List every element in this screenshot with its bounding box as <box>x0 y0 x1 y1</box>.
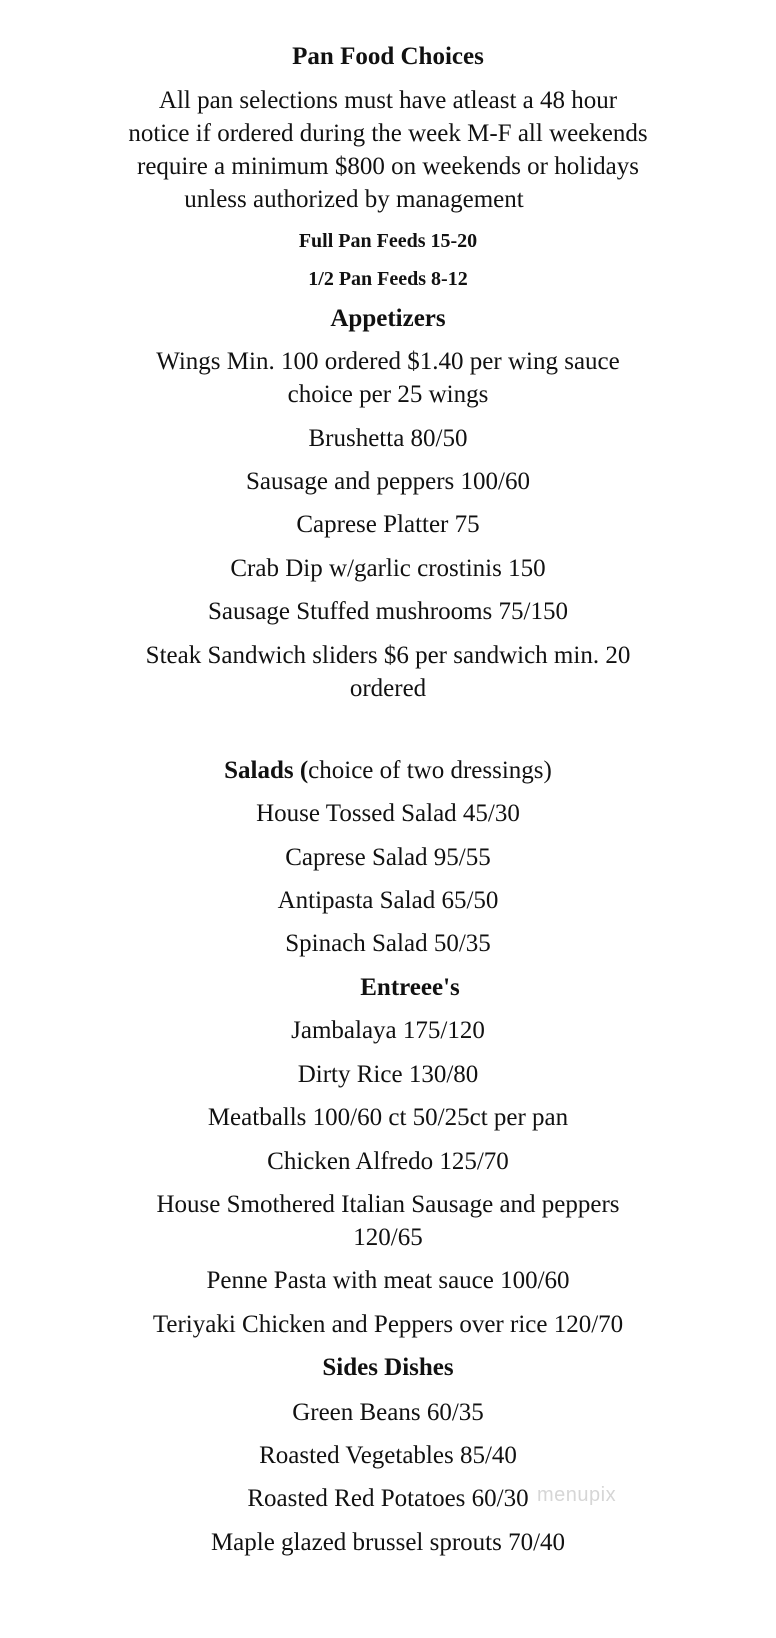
menu-item: Jambalaya 175/120 <box>291 1017 485 1044</box>
menu-item: Crab Dip w/garlic crostinis 150 <box>230 555 546 582</box>
menu-item: Maple glazed brussel sprouts 70/40 <box>210 1529 566 1556</box>
menu-item: Teriyaki Chicken and Peppers over rice 120/70 <box>152 1311 624 1338</box>
menu-item: choice per 25 wings <box>287 381 489 408</box>
salads-heading-label: Salads ( <box>224 757 309 784</box>
menu-item: Sausage Stuffed mushrooms 75/150 <box>208 598 568 625</box>
menu-item: Chicken Alfredo 125/70 <box>267 1148 509 1175</box>
sides-heading: Sides Dishes <box>322 1354 454 1381</box>
menu-item: Roasted Vegetables 85/40 <box>259 1442 517 1469</box>
menu-item: 120/65 <box>353 1224 423 1251</box>
menu-item: Spinach Salad 50/35 <box>285 930 491 957</box>
menu-item: Steak Sandwich sliders $6 per sandwich min. 20 <box>145 642 631 669</box>
appetizers-heading: Appetizers <box>330 305 446 332</box>
full-pan-info: Full Pan Feeds 15-20 <box>298 230 478 252</box>
menu-item: Antipasta Salad 65/50 <box>277 887 499 914</box>
menu-item: House Smothered Italian Sausage and peppers <box>156 1191 620 1218</box>
menu-item: Meatballs 100/60 ct 50/25ct per pan <box>207 1104 569 1131</box>
menu-item: Dirty Rice 130/80 <box>297 1061 479 1088</box>
menu-item: Brushetta 80/50 <box>308 425 468 452</box>
menu-item: Roasted Red Potatoes 60/30 <box>247 1485 529 1512</box>
menu-item: Green Beans 60/35 <box>292 1399 484 1426</box>
salads-heading-note: choice of two dressings) <box>308 757 552 784</box>
menu-item: ordered <box>349 675 427 702</box>
entrees-heading: Entreee's <box>360 974 460 1001</box>
menu-item: Penne Pasta with meat sauce 100/60 <box>206 1267 570 1294</box>
half-pan-info: 1/2 Pan Feeds 8-12 <box>308 268 468 290</box>
watermark: menupix <box>537 1484 617 1506</box>
menu-title: Pan Food Choices <box>292 43 484 70</box>
menu-item: Caprese Salad 95/55 <box>285 844 491 871</box>
salads-heading <box>0 754 776 787</box>
menu-item: House Tossed Salad 45/30 <box>256 800 520 827</box>
menu-item: Caprese Platter 75 <box>296 511 480 538</box>
notice-line: All pan selections must have atleast a 48 hour <box>158 87 618 114</box>
notice-line: require a minimum $800 on weekends or holidays <box>137 153 639 180</box>
notice-line: notice if ordered during the week M-F all weekends <box>128 120 648 147</box>
notice-line: unless authorized by management <box>184 186 524 213</box>
menu-item: Sausage and peppers 100/60 <box>246 468 530 495</box>
menu-item: Wings Min. 100 ordered $1.40 per wing sauce <box>156 348 620 375</box>
